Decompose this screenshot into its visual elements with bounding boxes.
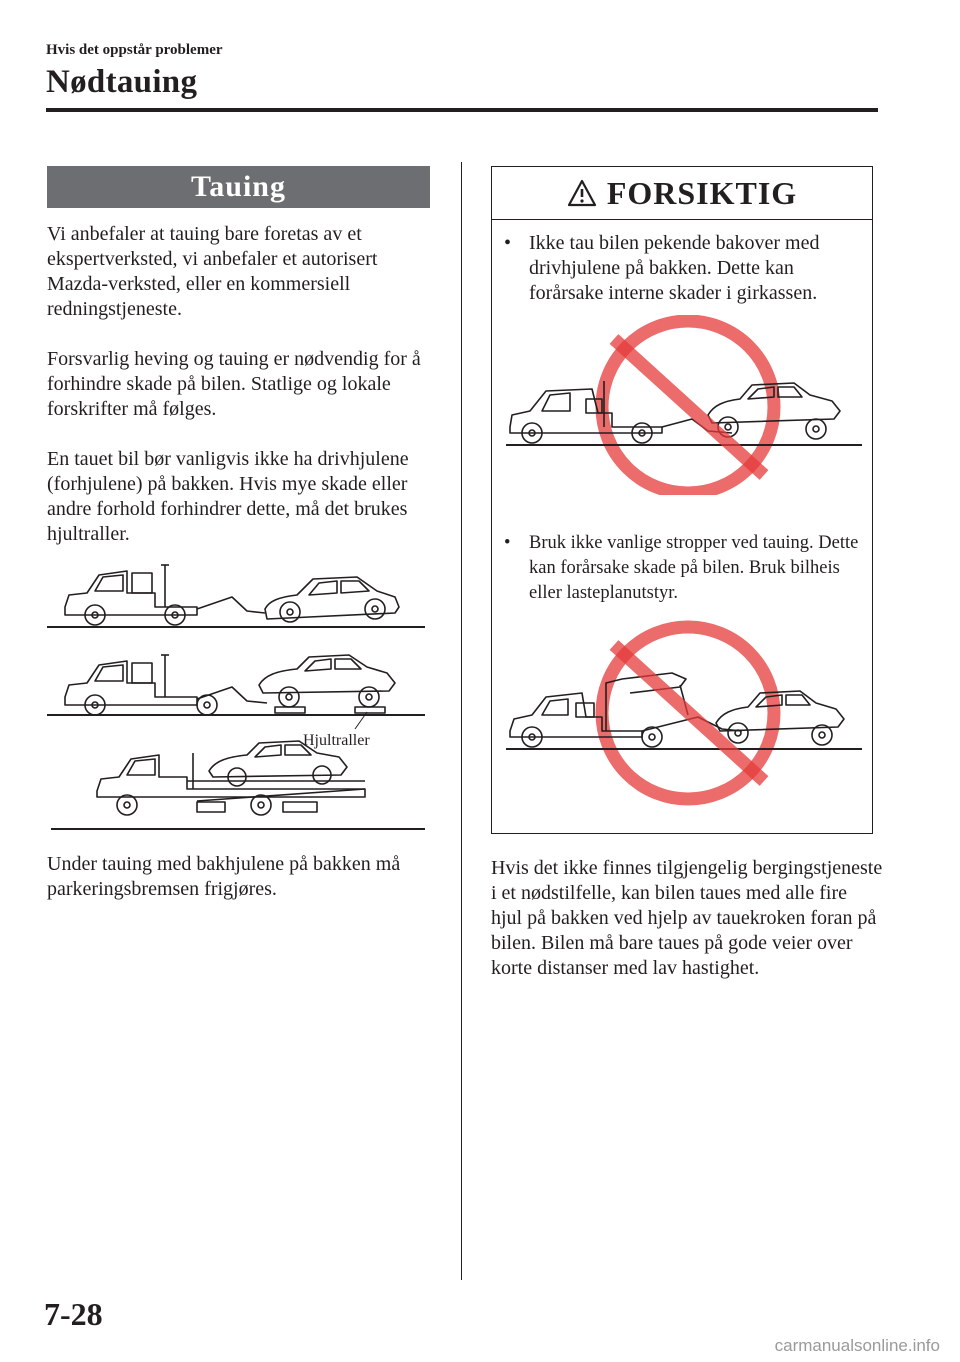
paragraph-3: En tauet bil bør vanligvis ikke ha drivhjulene (forhjulene) på bakken. Hvis mye skade eller andre forhold forhindrer dette, må det brukes hjultraller. xyxy=(47,448,409,545)
tow-truck-wheel-lift-1 xyxy=(65,565,265,625)
towed-car-2 xyxy=(259,655,395,707)
column-divider xyxy=(461,162,462,1280)
caution-header xyxy=(492,167,872,220)
prohibited-strap-tow-illustration xyxy=(502,619,864,809)
paragraph-parking-brake: Under tauing med bakhjulene på bakken må parkeringsbremsen frigjøres. xyxy=(47,853,401,900)
towing-methods-illustration xyxy=(47,557,427,837)
paragraph-2: Forsvarlig heving og tauing er nødvendig for å forhindre skade på bilen. Statlige og lokale forskrifter må følges. xyxy=(47,348,421,420)
section-title: Tauing xyxy=(47,166,430,208)
watermark: carmanualsonline.info xyxy=(774,1336,940,1355)
warning-triangle-icon xyxy=(567,179,597,207)
caution-title: FORSIKTIG xyxy=(606,174,798,211)
caution-item-2 xyxy=(504,531,864,606)
page-number: 7-28 xyxy=(44,1296,103,1332)
caution-box xyxy=(491,166,873,834)
prohibited-backward-tow-illustration xyxy=(502,315,864,495)
wheel-dollies xyxy=(275,707,385,713)
caution-item-1 xyxy=(504,231,864,306)
bullet-icon: • xyxy=(504,533,511,553)
paragraph-1: Vi anbefaler at tauing bare foretas av et ekspertverksted, vi anbefaler et autorisert Mazda-verksted, eller en kommersiell redningstjeneste. xyxy=(47,223,378,320)
caution-item-text: Bruk ikke vanlige stropper ved tauing. Dette kan forårsake skade på bilen. Bruk bilheis eller lasteplanutstyr. xyxy=(529,533,859,603)
caution-item-text: Ikke tau bilen pekende bakover med drivhjulene på bakken. Dette kan forårsake interne skader i girkassen. xyxy=(529,232,820,304)
breadcrumb: Hvis det oppstår problemer xyxy=(46,42,223,58)
title-rule xyxy=(46,108,878,112)
dolly-label: Hjultraller xyxy=(303,732,370,749)
bullet-icon: • xyxy=(504,232,512,254)
emergency-towing-paragraph: Hvis det ikke finnes tilgjengelig bergingstjeneste i et nødstilfelle, kan bilen taues med alle fire hjul på bakken ved hjelp av tauekroken foran på bilen. Bilen må bare taues på gode veier over korte distanser med lav hastighet. xyxy=(491,857,883,979)
tow-truck-wheel-lift-2 xyxy=(65,655,267,715)
towed-car-1 xyxy=(265,577,399,622)
page-title: Nødtauing xyxy=(46,64,198,100)
